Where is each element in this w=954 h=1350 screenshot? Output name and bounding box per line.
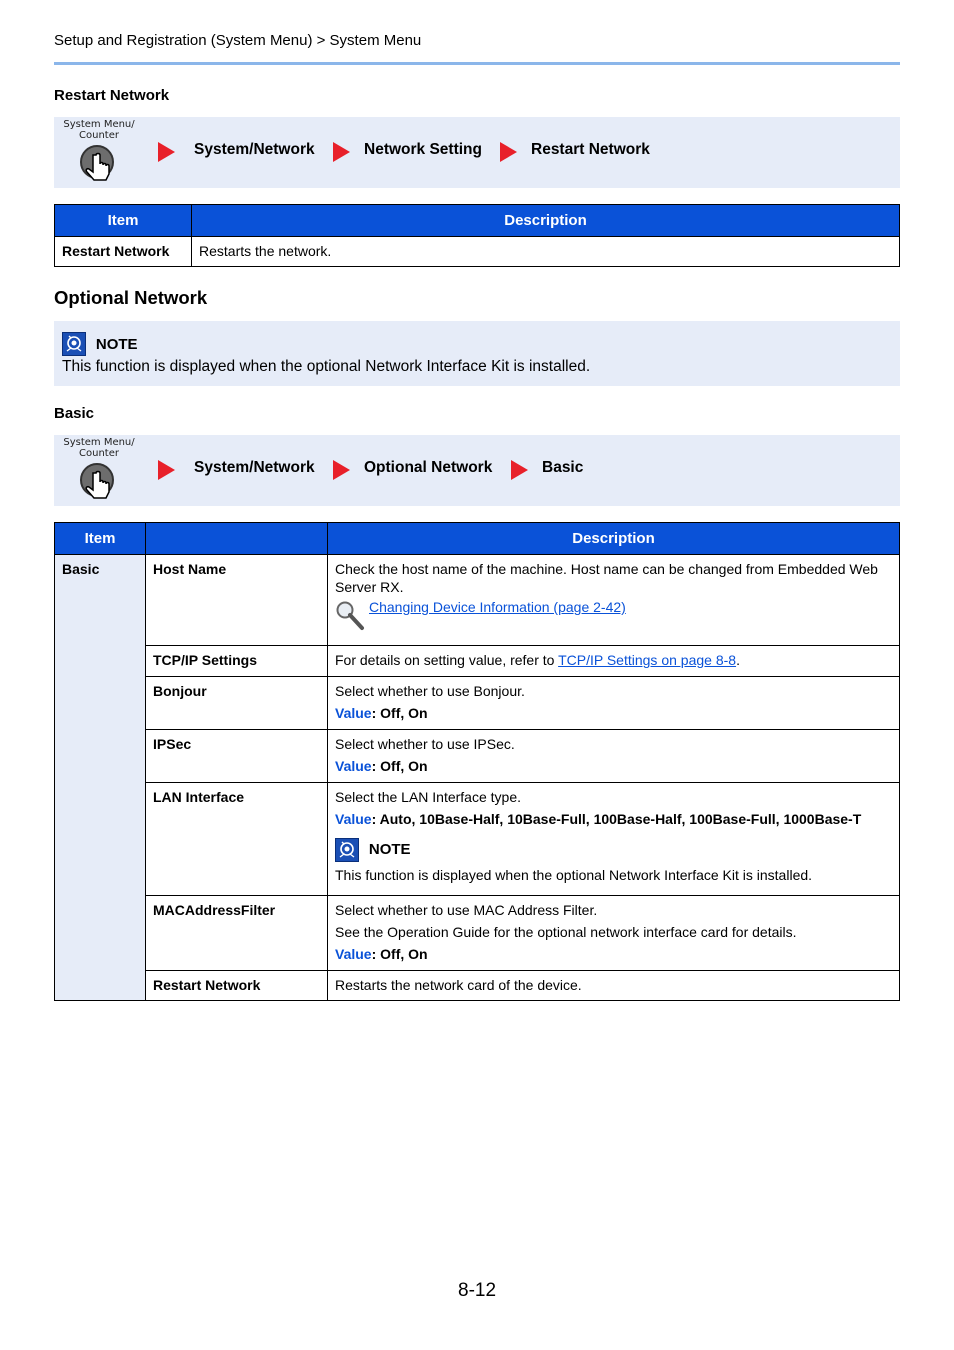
description-text: For details on setting value, refer to — [335, 652, 559, 668]
navigation-path-box — [54, 117, 900, 188]
note-title: NOTE — [368, 841, 411, 858]
cell-description — [328, 555, 900, 646]
table-row — [55, 237, 900, 267]
path-step-1: System/Network — [194, 141, 315, 158]
cell-group-basic: Basic — [55, 555, 146, 1001]
value-label: Value — [335, 811, 372, 827]
section-heading-restart-network: Restart Network — [54, 87, 170, 104]
description-text: Check the host name of the machine. Host name can be changed from Embedded Web Server RX. — [335, 561, 878, 595]
cell-item: Restart Network — [146, 971, 328, 1001]
path-step-2: Optional Network — [364, 459, 493, 476]
table-row — [55, 896, 900, 971]
table-row — [55, 677, 900, 730]
changing-device-info-link[interactable]: Changing Device Information (page 2-42) — [369, 599, 626, 615]
inline-note — [335, 838, 892, 862]
table-row — [55, 783, 900, 896]
cell-description — [328, 783, 900, 896]
value-label: Value — [335, 705, 372, 721]
description-text: Select whether to use MAC Address Filter. — [335, 902, 598, 918]
cell-description — [328, 896, 900, 971]
value-line — [335, 810, 892, 828]
note-text: This function is displayed when the optional Network Interface Kit is installed. — [62, 358, 591, 375]
value-line — [335, 704, 892, 722]
cell-description — [328, 730, 900, 783]
cell-item: LAN Interface — [146, 783, 328, 896]
page-number: 8-12 — [458, 1280, 497, 1301]
cell-description: Restarts the network card of the device. — [328, 971, 900, 1001]
cell-description — [328, 677, 900, 730]
table-row — [55, 730, 900, 783]
header-divider — [54, 62, 900, 65]
description-text: Select whether to use IPSec. — [335, 736, 515, 752]
path-arrow-icon — [333, 460, 350, 480]
value-label: Value — [335, 758, 372, 774]
tcpip-settings-link[interactable]: TCP/IP Settings on page 8-8 — [558, 652, 737, 668]
path-arrow-icon — [333, 142, 350, 162]
note-text: This function is displayed when the optional Network Interface Kit is installed. — [335, 867, 813, 883]
magnifier-icon — [335, 600, 365, 632]
table-header-description: Description — [192, 205, 900, 237]
cell-description — [328, 646, 900, 677]
note-box — [54, 321, 900, 386]
description-text-2: See the Operation Guide for the optional network interface card for details. — [335, 924, 797, 940]
path-step-1: System/Network — [194, 459, 315, 476]
path-arrow-icon — [500, 142, 517, 162]
value-label: Value — [335, 946, 372, 962]
system-menu-button-icon — [78, 463, 118, 505]
cell-item: Host Name — [146, 555, 328, 646]
table-header-subitem — [146, 523, 328, 555]
system-menu-button-label: System Menu/ Counter — [63, 119, 135, 141]
path-step-2: Network Setting — [364, 141, 482, 158]
table-header-item: Item — [55, 205, 192, 237]
note-title: NOTE — [95, 335, 138, 353]
note-icon — [62, 332, 86, 356]
value-line — [335, 757, 892, 775]
table-row — [55, 555, 900, 646]
table-header-description: Description — [328, 523, 900, 555]
table-header-item: Item — [55, 523, 146, 555]
value-options: : Off, On — [371, 705, 428, 721]
description-suffix: . — [736, 652, 740, 668]
section-heading-basic: Basic — [54, 405, 95, 422]
description-text: Select whether to use Bonjour. — [335, 683, 525, 699]
system-menu-button-label: System Menu/ Counter — [63, 437, 135, 459]
value-options: : Auto, 10Base-Half, 10Base-Full, 100Base-Half, 100Base-Full, 1000Base-T — [371, 811, 862, 827]
cell-item: Bonjour — [146, 677, 328, 730]
path-arrow-icon — [158, 142, 175, 162]
reference-link-row — [335, 598, 892, 628]
table-row — [55, 646, 900, 677]
cell-item: TCP/IP Settings — [146, 646, 328, 677]
system-menu-button-icon — [78, 145, 118, 187]
path-arrow-icon — [511, 460, 528, 480]
value-options: : Off, On — [371, 758, 428, 774]
value-options: : Off, On — [371, 946, 428, 962]
cell-item: IPSec — [146, 730, 328, 783]
navigation-path-box — [54, 435, 900, 506]
cell-description: Restarts the network. — [192, 237, 900, 267]
section-heading-optional-network: Optional Network — [54, 287, 208, 308]
description-text: Select the LAN Interface type. — [335, 789, 521, 805]
restart-network-table — [54, 204, 900, 267]
path-arrow-icon — [158, 460, 175, 480]
path-step-3: Basic — [542, 459, 584, 476]
cell-item: Restart Network — [55, 237, 192, 267]
cell-item: MACAddressFilter — [146, 896, 328, 971]
note-icon — [335, 838, 359, 862]
table-row — [55, 971, 900, 1001]
page-header-breadcrumb: Setup and Registration (System Menu) > System Menu — [54, 32, 422, 49]
basic-settings-table — [54, 522, 900, 1001]
path-step-3: Restart Network — [531, 141, 650, 158]
value-line — [335, 945, 892, 963]
